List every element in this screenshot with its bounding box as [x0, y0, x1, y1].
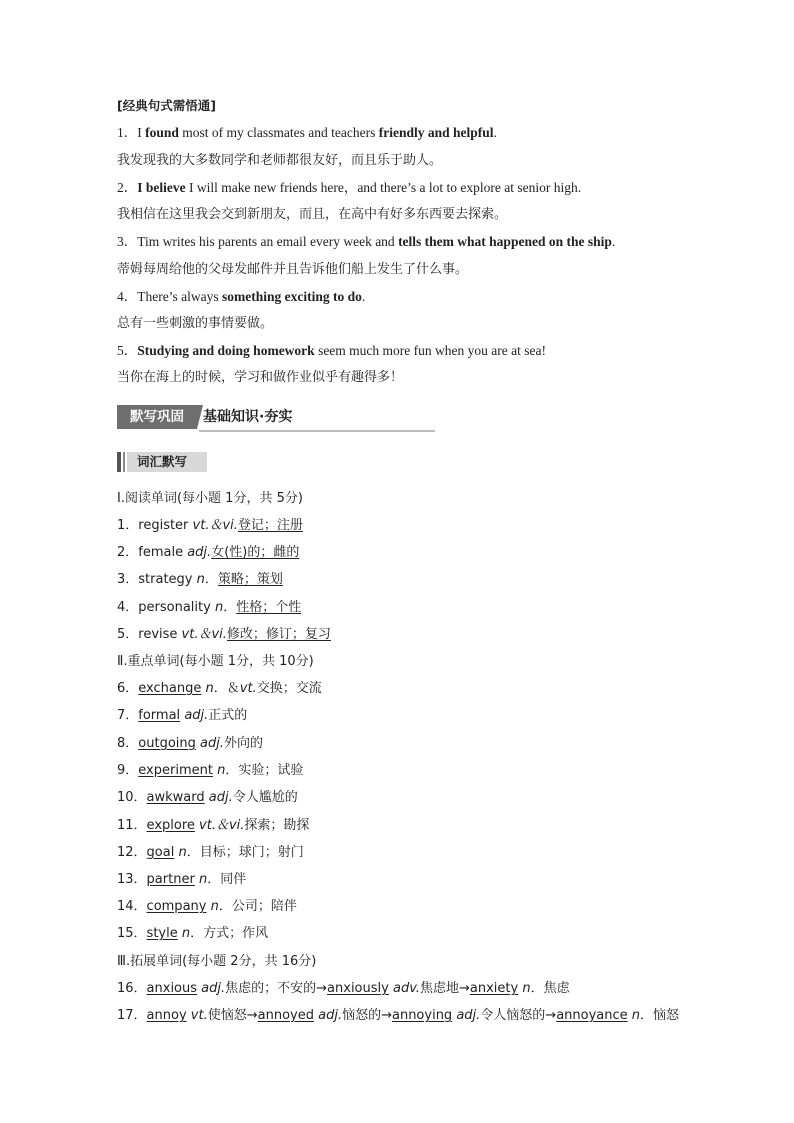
vocab-item-16-part-8: 焦虑地→ — [419, 981, 470, 996]
vocab-item-4-part-3: 性格；个性 — [236, 600, 302, 615]
vocab-item-6-part-0: 6． — [117, 681, 139, 696]
vocab-part3-heading: Ⅲ.拓展单词(每小题 2分，共 16分) — [117, 954, 317, 969]
vocab-item-13-part-3: n — [198, 872, 208, 887]
vocab-item-3-part-1: n — [196, 572, 205, 587]
vocab-item-11-part-3: vt.＆vi. — [199, 818, 245, 833]
vocab-item-12-part-3: n — [178, 845, 187, 860]
section-banner — [117, 405, 437, 433]
vocab-item-3 — [117, 571, 283, 589]
sentence-number: 1． — [117, 125, 138, 140]
vocab-item-7-part-3: adj. — [184, 708, 209, 723]
vocab-item-10 — [117, 789, 298, 807]
vocab-item-17-part-12: 令人恼怒的→ — [480, 1008, 557, 1023]
vocab-item-2 — [117, 544, 299, 562]
vocab-item-14-part-4: ．公司；陪伴 — [218, 899, 297, 914]
vocab-item-17-part-1: annoy — [146, 1008, 187, 1023]
vocab-item-8 — [117, 735, 263, 753]
sentence-2-en-part-1: I will make new friends here，and there’s a lot to explore at senior high. — [185, 180, 582, 195]
vocab-item-14-part-1: company — [146, 899, 207, 914]
vocab-item-16-part-4: 焦虑的；不安的→ — [225, 981, 328, 996]
vocab-item-17-part-13: annoyance — [556, 1008, 628, 1023]
vocab-item-11 — [117, 817, 309, 835]
sentence-2-en-part-0: I believe — [137, 180, 186, 195]
sentence-4-cn: 总有一些刺激的事情要做。 — [117, 316, 274, 331]
sentence-2-cn: 我相信在这里我会交到新朋友，而且，在高中有好多东西要去探索。 — [117, 207, 508, 222]
vocab-item-17-part-0: 17． — [117, 1008, 147, 1023]
vocab-item-13 — [117, 871, 246, 889]
vocab-item-15-part-4: ．方式；作风 — [190, 926, 269, 941]
classic-sentences-heading: [经典句式需悟通] — [117, 98, 216, 113]
vocab-item-4-part-1: n — [214, 600, 224, 615]
vocab-item-8-part-3: adj. — [200, 736, 224, 751]
vocab-item-1-part-1: vt.＆vi. — [192, 518, 238, 533]
vocab-item-13-part-4: ．同伴 — [207, 872, 247, 887]
vocab-item-11-part-4: 探索；勘探 — [244, 818, 310, 833]
vocab-item-16 — [117, 980, 570, 998]
banner-divider — [199, 430, 435, 432]
vocab-item-9-part-1: experiment — [138, 763, 213, 778]
vocab-item-16-part-12: ．焦虑 — [530, 981, 570, 996]
vocab-item-2-part-2: 女(性)的；雌的 — [211, 545, 300, 560]
vocab-item-9-part-0: 9． — [117, 763, 139, 778]
vocab-item-13-part-0: 13． — [117, 872, 147, 887]
vocab-item-3-part-0: 3．strategy — [117, 572, 197, 587]
vocab-item-12-part-1: goal — [146, 845, 175, 860]
vocab-item-1-part-2: 登记；注册 — [237, 518, 303, 533]
sentence-number: 4． — [117, 289, 138, 304]
vocab-item-16-part-5: anxiously — [327, 981, 389, 996]
vocab-item-6-part-1: exchange — [138, 681, 202, 696]
vocab-item-3-part-3: 策略；策划 — [217, 572, 283, 587]
vocab-item-7-part-1: formal — [138, 708, 181, 723]
vocab-item-9-part-3: n — [217, 763, 226, 778]
sentence-4-en-part-1: something exciting to do — [221, 289, 362, 304]
vocab-item-6-part-4: ．＆ — [213, 681, 240, 696]
vocab-item-6-part-3: n — [205, 681, 214, 696]
vocab-item-15-part-1: style — [146, 926, 178, 941]
vocab-item-17-part-5: annoyed — [257, 1008, 314, 1023]
vocab-item-17-part-9: annoying — [391, 1008, 453, 1023]
sentence-1-en — [117, 124, 497, 142]
vocab-item-16-part-7: adv. — [392, 981, 420, 996]
sentence-5-cn: 当你在海上的时候，学习和做作业似乎有趣得多！ — [117, 370, 404, 385]
vocab-item-14 — [117, 898, 297, 916]
vocab-item-16-part-9: anxiety — [469, 981, 519, 996]
vocab-item-14-part-0: 14． — [117, 899, 147, 914]
banner-title: 基础知识·夯实 — [203, 409, 293, 425]
vocab-item-17 — [117, 1007, 679, 1025]
vocab-item-15-part-0: 15． — [117, 926, 147, 941]
vocab-item-10-part-3: adj. — [208, 790, 233, 805]
vocab-item-16-part-1: anxious — [146, 981, 198, 996]
sentence-1-en-part-3: friendly and helpful — [378, 125, 494, 140]
vocab-item-13-part-1: partner — [146, 872, 195, 887]
vocab-item-1-part-0: 1．register — [117, 518, 193, 533]
vocab-item-11-part-1: explore — [146, 818, 195, 833]
sentence-number: 2． — [117, 180, 138, 195]
sentence-4-en — [117, 288, 365, 306]
sentence-4-en-part-2: . — [361, 289, 366, 304]
sentence-number: 3． — [117, 234, 138, 249]
vocab-item-8-part-0: 8． — [117, 736, 139, 751]
vocab-item-2-part-1: adj. — [187, 545, 212, 560]
sentence-4-en-part-0: There’s always — [137, 289, 222, 304]
vocab-item-8-part-1: outgoing — [138, 736, 196, 751]
vocab-item-10-part-4: 令人尴尬的 — [232, 790, 298, 805]
vocab-item-12 — [117, 844, 304, 862]
sentence-1-en-part-1: found — [145, 125, 179, 140]
vocab-item-6 — [117, 680, 322, 698]
vocab-item-16-part-0: 16． — [117, 981, 147, 996]
vocab-item-9-part-4: ．实验；试验 — [225, 763, 304, 778]
vocab-item-1 — [117, 517, 303, 535]
vocab-sub-banner — [117, 452, 207, 474]
vocab-item-14-part-3: n — [210, 899, 219, 914]
sub-banner-bar-thin — [123, 452, 125, 472]
vocab-item-9 — [117, 762, 303, 780]
vocab-item-17-part-15: n — [631, 1008, 641, 1023]
sentence-number: 5． — [117, 343, 138, 358]
vocab-item-12-part-0: 12． — [117, 845, 147, 860]
sentence-1-en-part-2: most of my classmates and teachers — [178, 125, 379, 140]
sentence-3-en — [117, 233, 615, 251]
vocab-item-17-part-8: 恼怒的→ — [342, 1008, 392, 1023]
vocab-item-11-part-0: 11． — [117, 818, 147, 833]
vocab-item-16-part-11: n — [522, 981, 531, 996]
vocab-item-5-part-2: 修改；修订；复习 — [226, 627, 331, 642]
vocab-item-5-part-0: 5．revise — [117, 627, 182, 642]
vocab-item-15-part-3: n — [181, 926, 191, 941]
sentence-1-cn: 我发现我的大多数同学和老师都很友好，而且乐于助人。 — [117, 153, 443, 168]
vocab-item-8-part-4: 外向的 — [224, 736, 264, 751]
sub-banner-label: 词汇默写 — [127, 452, 207, 472]
vocab-item-4-part-2: ． — [223, 600, 237, 615]
vocab-item-2-part-0: 2．female — [117, 545, 188, 560]
vocab-item-17-part-16: ．恼怒 — [640, 1008, 680, 1023]
vocab-item-15 — [117, 925, 268, 943]
vocab-item-5 — [117, 626, 331, 644]
sentence-5-en — [117, 342, 546, 360]
vocab-item-16-part-3: adj. — [201, 981, 226, 996]
vocab-item-12-part-4: ．目标；球门；射门 — [186, 845, 304, 860]
sentence-3-en-part-2: . — [611, 234, 616, 249]
banner-label-box: 默写巩固 — [117, 405, 197, 429]
vocab-item-7 — [117, 707, 247, 725]
vocab-item-3-part-2: ． — [204, 572, 218, 587]
sentence-3-cn: 蒂姆每周给他的父母发邮件并且告诉他们船上发生了什么事。 — [117, 262, 469, 277]
vocab-item-6-part-6: 交换；交流 — [256, 681, 322, 696]
vocab-item-17-part-4: 使恼怒→ — [207, 1008, 258, 1023]
vocab-item-7-part-0: 7． — [117, 708, 139, 723]
vocab-item-10-part-0: 10． — [117, 790, 147, 805]
vocab-item-5-part-1: vt.＆vi. — [181, 627, 227, 642]
vocab-item-17-part-3: vt. — [190, 1008, 208, 1023]
vocab-item-17-part-11: adj. — [456, 1008, 481, 1023]
vocab-part2-heading: Ⅱ.重点单词(每小题 1分，共 10分) — [117, 654, 314, 669]
sentence-3-en-part-0: Tim writes his parents an email every week and — [137, 234, 399, 249]
sentence-3-en-part-1: tells them what happened on the ship — [398, 234, 612, 249]
vocab-item-4-part-0: 4．personality — [117, 600, 215, 615]
sentence-5-en-part-1: seem much more fun when you are at sea! — [314, 343, 546, 358]
sentence-2-en — [117, 179, 581, 197]
vocab-part1-heading: Ⅰ.阅读单词(每小题 1分，共 5分) — [117, 491, 303, 506]
vocab-item-4 — [117, 599, 301, 617]
sentence-5-en-part-0: Studying and doing homework — [137, 343, 315, 358]
vocab-item-6-part-5: vt. — [239, 681, 257, 696]
sentence-1-en-part-0: I — [137, 125, 146, 140]
sub-banner-bar — [117, 452, 121, 472]
vocab-item-17-part-7: adj. — [318, 1008, 343, 1023]
sentence-1-en-part-4: . — [493, 125, 497, 140]
vocab-item-10-part-1: awkward — [146, 790, 205, 805]
vocab-item-7-part-4: 正式的 — [208, 708, 248, 723]
